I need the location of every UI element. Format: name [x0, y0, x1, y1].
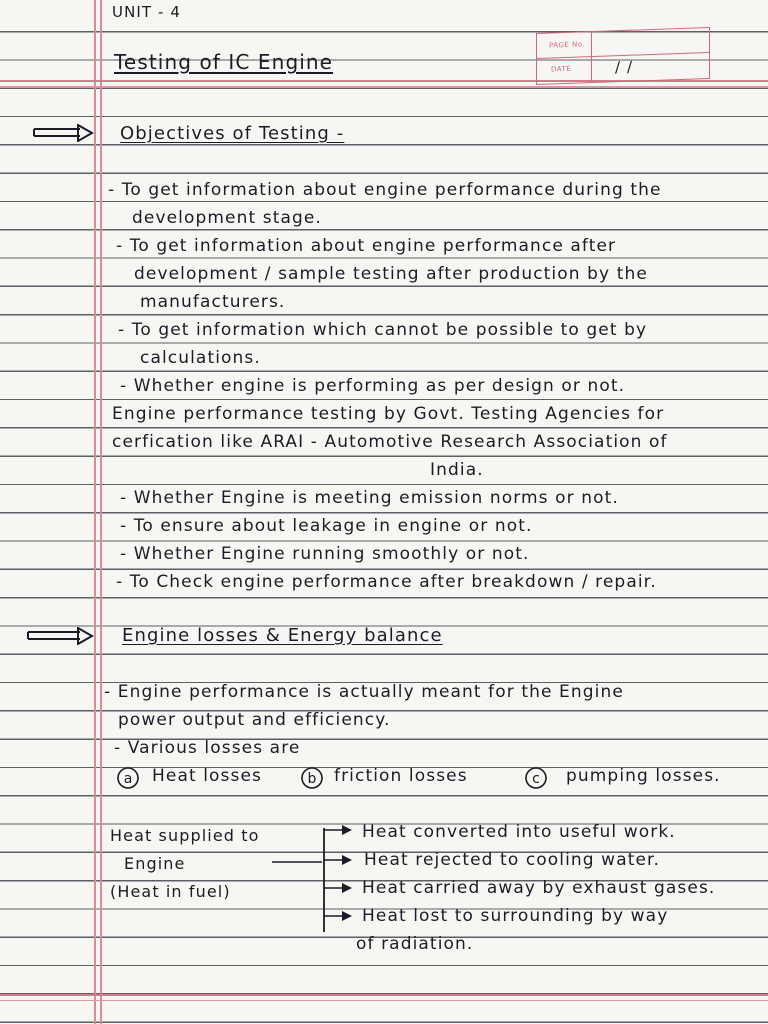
objective-line: cerfication like ARAI - Automotive Research Association of	[112, 432, 668, 452]
date-label: DATE	[551, 64, 572, 74]
losses-line: - Engine performance is actually meant for the Engine	[104, 682, 624, 702]
objective-line: manufacturers.	[140, 292, 286, 312]
margin-line	[100, 0, 102, 1024]
heat-flow-arrows	[270, 820, 360, 940]
heat-source-line: Engine	[124, 854, 186, 873]
objective-line: development / sample testing after production by the	[134, 264, 648, 284]
losses-line: power output and efficiency.	[118, 710, 391, 730]
loss-type-label: Heat losses	[152, 766, 262, 786]
circled-marker-icon	[300, 766, 324, 790]
page-date-stamp	[536, 27, 710, 85]
loss-marker: a	[123, 771, 133, 787]
top-rule	[0, 86, 768, 87]
arrow-icon	[26, 627, 96, 645]
heat-output-line: Heat converted into useful work.	[362, 822, 676, 842]
objective-line: - Whether Engine is meeting emission norms or not.	[120, 488, 619, 508]
loss-type-label: friction losses	[334, 766, 468, 786]
loss-marker: c	[532, 771, 540, 787]
objective-line: - To get information about engine performance after	[116, 236, 617, 256]
bottom-rule	[0, 994, 768, 996]
page-no-label: PAGE No.	[549, 40, 586, 50]
page-title: Testing of IC Engine	[114, 50, 334, 74]
heat-source-line: (Heat in fuel)	[110, 882, 231, 901]
losses-heading: Engine losses & Energy balance	[122, 625, 443, 646]
heat-output-line: Heat carried away by exhaust gases.	[362, 878, 716, 898]
circled-marker-icon	[524, 766, 548, 790]
heat-output-continuation: of radiation.	[356, 934, 474, 954]
loss-type-label: pumping losses.	[566, 766, 721, 786]
heat-output-line: Heat lost to surrounding by way	[362, 906, 669, 926]
objective-line: Engine performance testing by Govt. Testing Agencies for	[112, 404, 665, 424]
objective-line: - To get information about engine performance during the	[108, 180, 662, 200]
losses-line: - Various losses are	[114, 738, 301, 758]
objective-line: - To Check engine performance after breakdown / repair.	[116, 572, 657, 592]
heat-source-line: Heat supplied to	[110, 826, 260, 845]
objective-line: calculations.	[140, 348, 261, 368]
objective-line: development stage.	[132, 208, 322, 228]
stamp-divider	[591, 32, 592, 82]
arrow-icon	[32, 124, 94, 142]
bottom-rule	[0, 1000, 768, 1001]
objective-line: - To ensure about leakage in engine or not.	[120, 516, 533, 536]
unit-label: UNIT - 4	[112, 3, 182, 21]
circled-marker-icon	[116, 766, 140, 790]
objective-line: - Whether engine is performing as per design or not.	[120, 376, 626, 396]
objectives-heading: Objectives of Testing -	[120, 123, 345, 144]
objective-line: - To get information which cannot be possible to get by	[118, 320, 648, 340]
date-value: / /	[615, 57, 634, 77]
objective-line: India.	[430, 460, 484, 480]
margin-line	[94, 0, 96, 1024]
loss-marker: b	[307, 771, 317, 787]
objective-line: - Whether Engine running smoothly or not.	[120, 544, 530, 564]
heat-output-line: Heat rejected to cooling water.	[364, 850, 661, 870]
